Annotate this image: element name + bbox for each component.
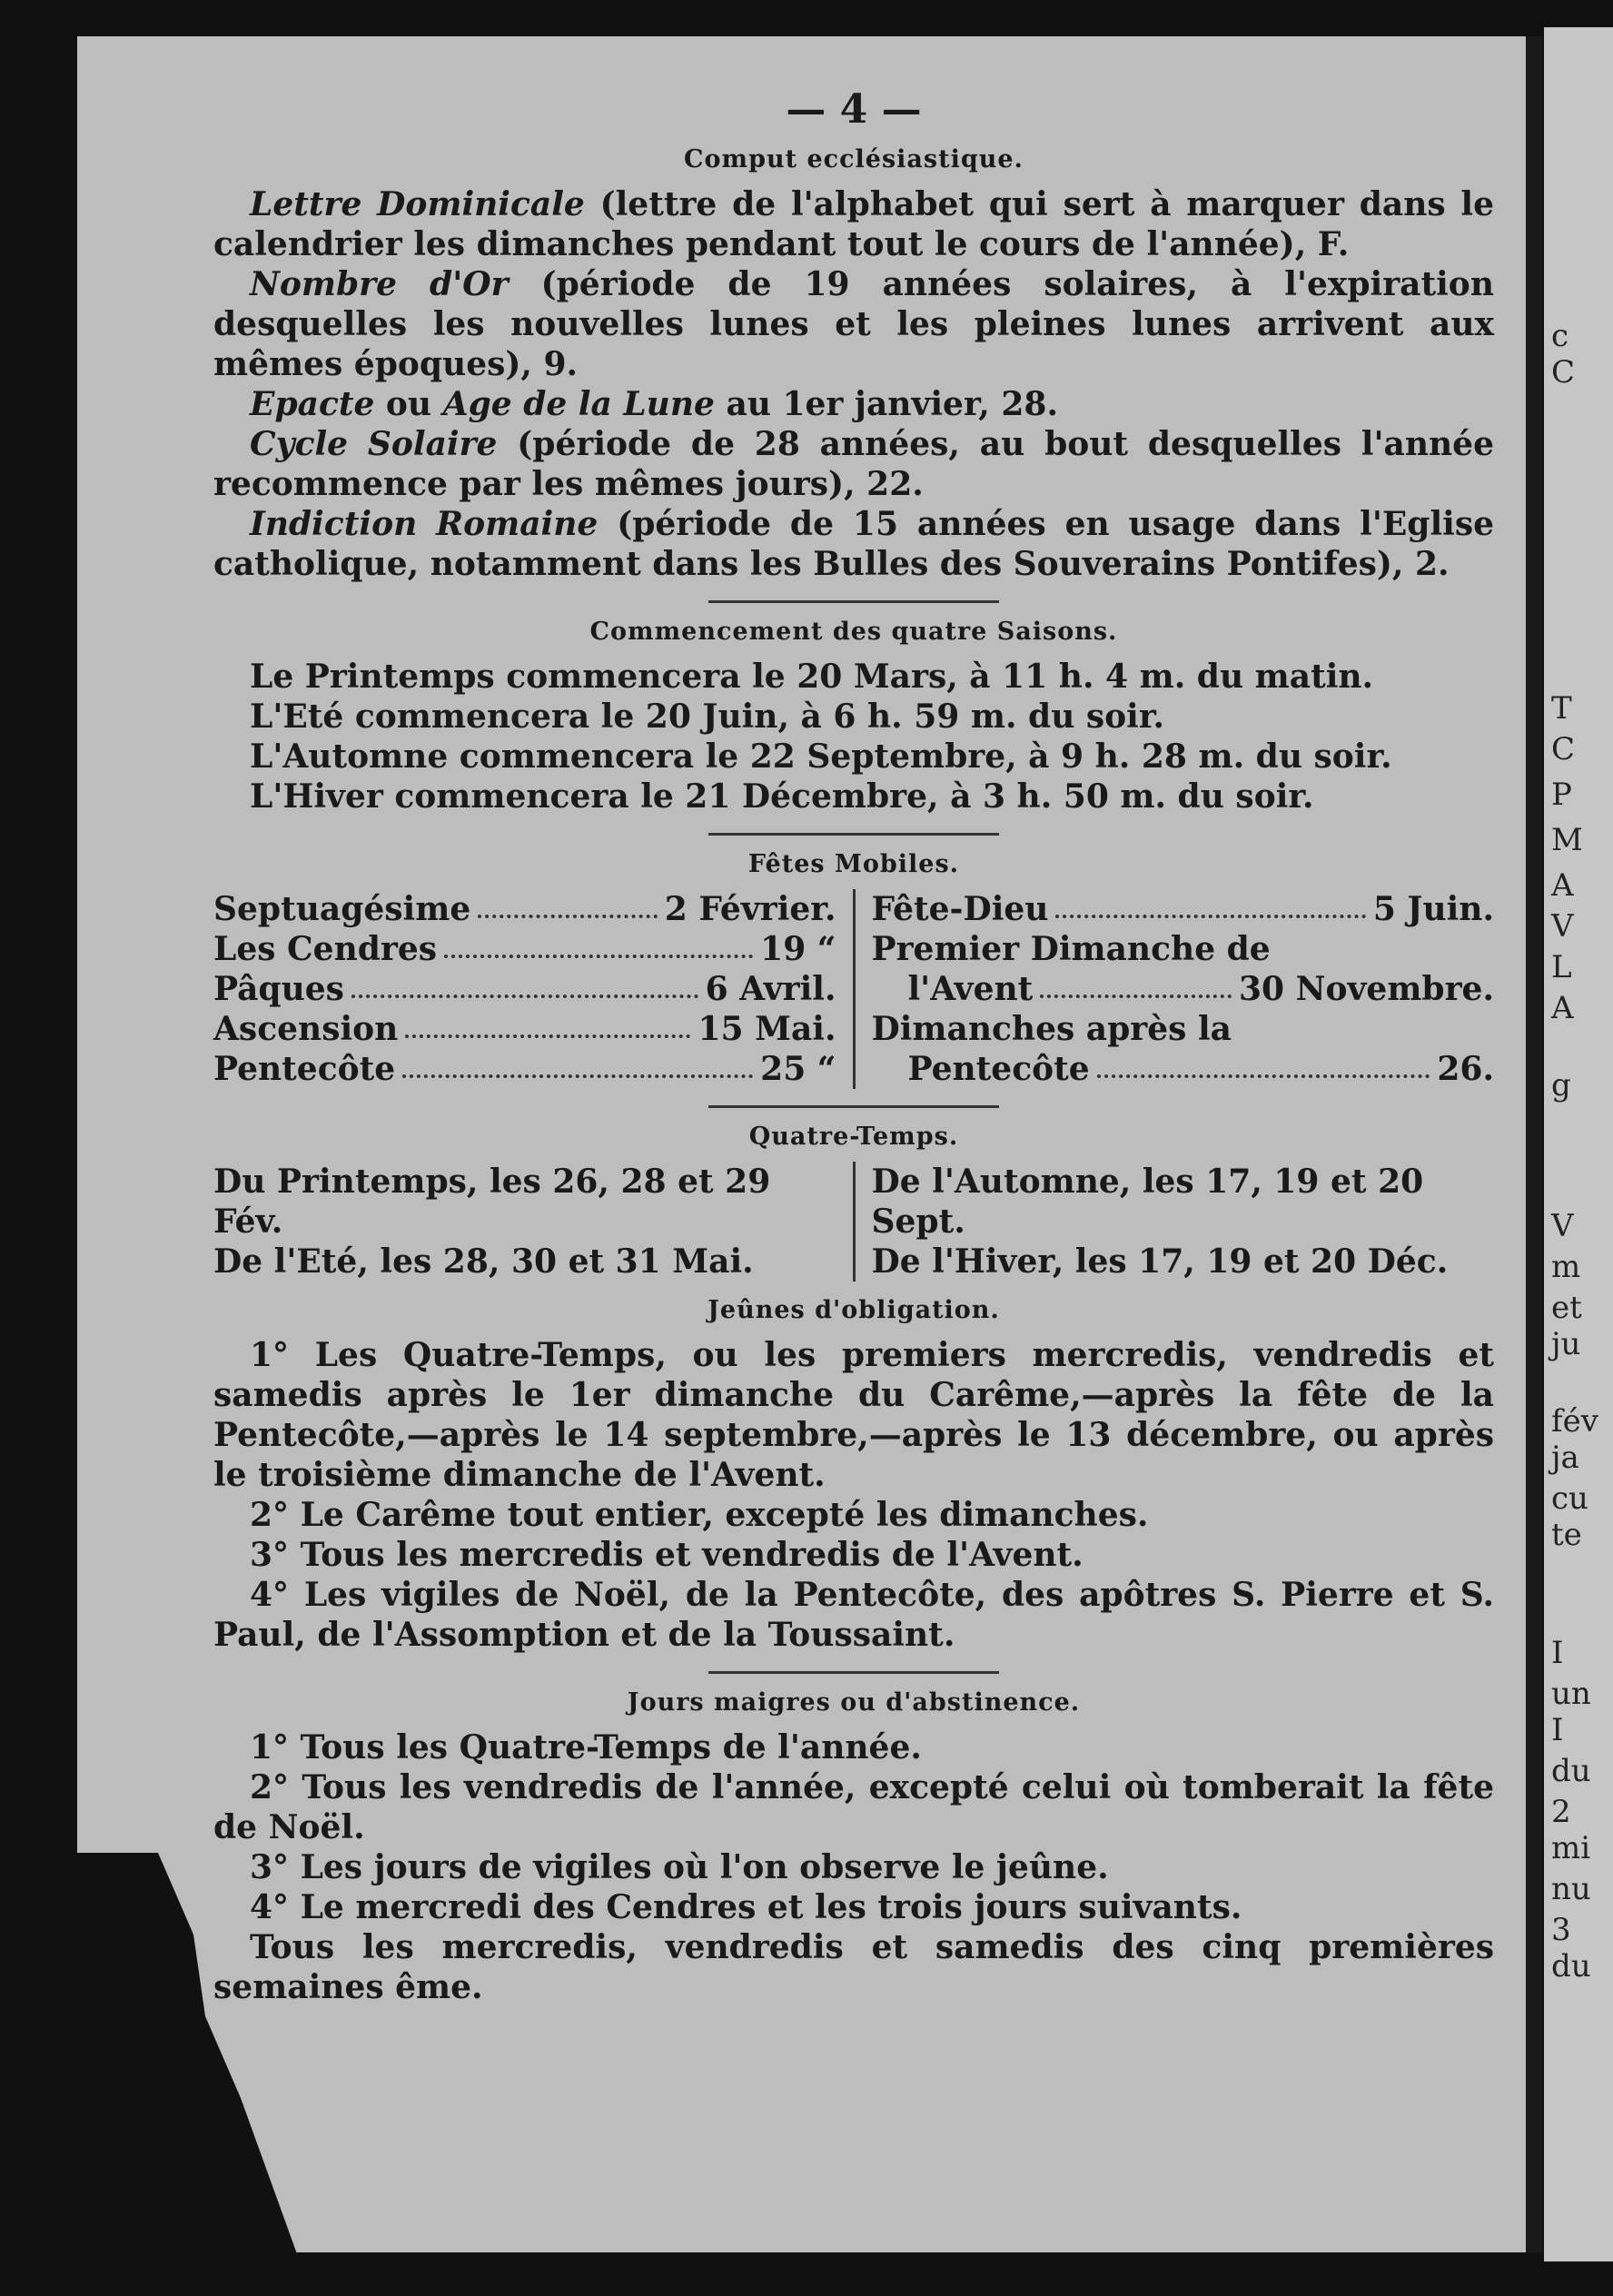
feast-name: Septuagésime: [213, 890, 471, 928]
fragment: I: [1551, 1712, 1564, 1748]
feast-row: [872, 1049, 1495, 1089]
term: Epacte: [250, 385, 375, 423]
paragraph: [213, 424, 1494, 504]
term: Nombre d'Or: [250, 265, 509, 303]
season-line: L'Hiver commencera le 21 Décembre, à 3 h. 50 m. du soir.: [250, 777, 1314, 816]
fragment: ja: [1551, 1440, 1579, 1476]
term: Age de la Lune: [442, 385, 715, 423]
fragment: du: [1551, 1948, 1591, 1984]
feast-date: 5 Juin.: [1372, 890, 1494, 928]
list-item: 4° Le mercredi des Cendres et les trois jours suivants.: [250, 1888, 1242, 1926]
feast-row: [213, 1009, 836, 1049]
fragment: ju: [1551, 1326, 1581, 1362]
saisons-section: [213, 618, 1494, 816]
feast-name: Pentecôte: [907, 1050, 1090, 1088]
quatre-temps-table: [213, 1162, 1494, 1282]
page-number: — 4 —: [786, 86, 922, 133]
feast-name: Ascension: [213, 1010, 399, 1048]
feast-name: Pâques: [213, 970, 344, 1008]
quatre-temps-left: [213, 1162, 856, 1282]
fragment: T: [1551, 690, 1572, 727]
feast-row: [872, 1009, 1495, 1049]
definition: (période de 19 années solaires, à l'expiration desquelles les nouvelles lunes et les pleines lunes arrivent aux mêmes époques), 9.: [213, 265, 1494, 383]
season-line: L'Eté commencera le 20 Juin, à 6 h. 59 m. du soir.: [250, 698, 1165, 736]
divider: [708, 833, 999, 836]
fragment: et: [1551, 1290, 1582, 1326]
section-title: Jours maigres ou d'abstinence.: [627, 1688, 1081, 1717]
fragment: I: [1551, 1635, 1564, 1671]
fragment: L: [1551, 949, 1572, 985]
list-item: 3° Tous les mercredis et vendredis de l'Avent.: [250, 1536, 1084, 1574]
list-item: 1° Les Quatre-Temps, ou les premiers mercredis, vendredis et samedis après le 1er dimanche du Carême,—après la fête de la Pentecôte,—après le 14 septembre,—après le 13 décembre, ou après le troisième dimanche de l'Avent.: [213, 1336, 1494, 1494]
feast-name: Premier Dimanche de: [871, 930, 1271, 968]
fragment: cu: [1551, 1480, 1588, 1517]
quatre-temps-right: [856, 1162, 1495, 1282]
fetes-left-column: [213, 889, 856, 1089]
fetes-right-column: [856, 889, 1495, 1089]
quatre-temps-section: [213, 1123, 1494, 1282]
page-content: [213, 86, 1494, 2007]
feast-name: l'Avent: [907, 970, 1034, 1008]
connector: ou: [374, 385, 443, 423]
feast-name: Dimanches après la: [871, 1010, 1232, 1048]
fragment: V: [1551, 908, 1574, 945]
list-item: 3° Les jours de vigiles où l'on observe le jeûne.: [250, 1848, 1109, 1886]
section-title: Commencement des quatre Saisons.: [589, 618, 1118, 646]
quatre-temps-line: De l'Hiver, les 17, 19 et 20 Déc.: [871, 1242, 1449, 1281]
feast-date: 15 Mai.: [698, 1010, 836, 1048]
feast-row: [213, 929, 836, 969]
fragment: 3: [1551, 1912, 1571, 1948]
fragment: fév: [1551, 1403, 1598, 1440]
fragment: 2: [1551, 1794, 1571, 1830]
quatre-temps-line: Du Printemps, les 26, 28 et 29 Fév.: [213, 1163, 771, 1241]
feast-row: [872, 929, 1495, 969]
fragment: M: [1551, 822, 1583, 858]
fragment: V: [1551, 1208, 1574, 1244]
comput-section: [213, 145, 1494, 584]
fetes-table: [213, 889, 1494, 1089]
term: Indiction Romaine: [250, 505, 599, 543]
feast-date: 6 Avril.: [705, 970, 836, 1008]
definition: au 1er janvier, 28.: [714, 385, 1058, 423]
definition: (période de 15 années en usage dans l'Eglise catholique, notamment dans les Bulles des Souverains Pontifes), 2.: [213, 505, 1494, 583]
list-item: 2° Tous les vendredis de l'année, excepté celui où tomberait la fête de Noël.: [213, 1768, 1494, 1846]
jeunes-section: [213, 1296, 1494, 1655]
fragment: P: [1551, 777, 1572, 813]
fragment: C: [1551, 354, 1576, 391]
feast-name: Les Cendres: [213, 930, 438, 968]
section-title: Quatre-Temps.: [748, 1123, 959, 1151]
fragment: du: [1551, 1753, 1591, 1789]
season-line: Le Printemps commencera le 20 Mars, à 11 h. 4 m. du matin.: [250, 658, 1374, 696]
fragment: C: [1551, 731, 1576, 767]
list-item: Tous les mercredis, vendredis et samedis des cinq premières semaines ême.: [213, 1928, 1494, 2006]
fragment: te: [1551, 1517, 1582, 1553]
fragment: A: [1551, 990, 1574, 1026]
section-title: Jeûnes d'obligation.: [708, 1296, 1000, 1324]
feast-row: [213, 1049, 836, 1089]
list-item: 2° Le Carême tout entier, excepté les dimanches.: [250, 1496, 1149, 1534]
quatre-temps-line: De l'Eté, les 28, 30 et 31 Mai.: [213, 1242, 754, 1281]
fragment: mi: [1551, 1830, 1591, 1866]
season-line: L'Automne commencera le 22 Septembre, à 9 h. 28 m. du soir.: [250, 737, 1392, 776]
fragment: m: [1551, 1249, 1581, 1285]
list-item: 1° Tous les Quatre-Temps de l'année.: [250, 1728, 922, 1767]
definition: (lettre de l'alphabet qui sert à marquer dans le calendrier les dimanches pendant tout le cours de l'année), F.: [213, 185, 1494, 263]
maigres-section: [213, 1688, 1494, 2007]
next-page-edge: [1544, 27, 1613, 2261]
definition: (période de 28 années, au bout desquelles l'année recommence par les mêmes jours), 22.: [213, 425, 1494, 503]
divider: [708, 1105, 999, 1108]
fetes-section: [213, 850, 1494, 1089]
feast-name: Pentecôte: [213, 1050, 396, 1088]
fragment: un: [1551, 1676, 1591, 1712]
feast-date: 19 “: [760, 930, 836, 968]
paragraph: [213, 264, 1494, 384]
feast-name: Fête-Dieu: [871, 890, 1049, 928]
feast-row: [213, 969, 836, 1009]
fragment: nu: [1551, 1871, 1591, 1907]
paragraph: [213, 504, 1494, 584]
fragment: A: [1551, 867, 1574, 904]
paragraph: [213, 384, 1494, 424]
section-title: Comput ecclésiastique.: [684, 145, 1024, 173]
feast-row: [213, 889, 836, 929]
feast-date: 30 Novembre.: [1238, 970, 1494, 1008]
quatre-temps-line: De l'Automne, les 17, 19 et 20 Sept.: [871, 1163, 1424, 1241]
paragraph: [213, 184, 1494, 264]
term: Lettre Dominicale: [250, 185, 585, 223]
term: Cycle Solaire: [250, 425, 498, 463]
list-item: 4° Les vigiles de Noël, de la Pentecôte, des apôtres S. Pierre et S. Paul, de l'Assomption et de la Toussaint.: [213, 1576, 1494, 1654]
divider: [708, 1671, 999, 1674]
feast-row: [872, 889, 1495, 929]
divider: [708, 600, 999, 603]
feast-date: 25 “: [760, 1050, 836, 1088]
fragment: g: [1551, 1067, 1571, 1103]
feast-date: 26.: [1437, 1050, 1494, 1088]
section-title: Fêtes Mobiles.: [747, 850, 960, 878]
feast-date: 2 Février.: [664, 890, 836, 928]
feast-row: [872, 969, 1495, 1009]
fragment: c: [1551, 318, 1569, 354]
